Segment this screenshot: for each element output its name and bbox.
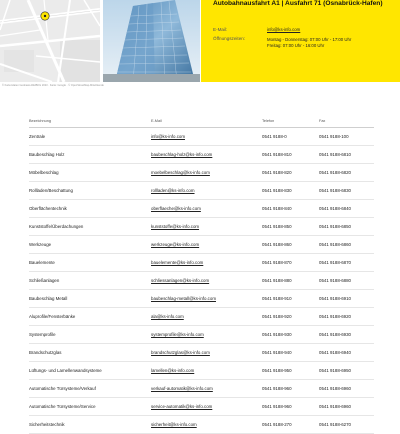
table-row [29, 164, 374, 182]
table-row [29, 146, 374, 164]
department-fax: 0541 9188-6870 [319, 260, 351, 265]
department-phone: 0541 9188-270 [262, 422, 292, 427]
column-header-email: E-Mail [151, 119, 162, 123]
department-email-link[interactable]: sicherheit@ks-info.com [151, 422, 197, 427]
column-header-fax: Fax [319, 119, 326, 123]
department-name: Zentrale [29, 134, 46, 139]
department-email-link[interactable]: werkzeuge@ks-info.com [151, 242, 200, 247]
opening-hours-friday: Freitag: 07:00 Uhr - 16:00 Uhr [267, 43, 325, 48]
department-name: Kunststoffe/Überdachungen [29, 224, 84, 229]
building-photo [103, 0, 200, 82]
table-row [29, 254, 374, 272]
department-email-link[interactable]: verkauf-automatik@ks-info.com [151, 386, 213, 391]
glass-facade-graphic [103, 0, 200, 82]
department-fax: 0541 9188-6950 [319, 368, 351, 373]
department-name: Oberflächentechnik [29, 206, 67, 211]
department-fax: 0541 9188-6930 [319, 332, 351, 337]
table-row [29, 380, 374, 398]
table-row [29, 272, 374, 290]
department-email-link[interactable]: baubeschlag-metall@ks-info.com [151, 296, 216, 301]
table-row [29, 290, 374, 308]
department-email-link[interactable]: schliessanlagen@ks-info.com [151, 278, 210, 283]
department-name: Werkzeuge [29, 242, 52, 247]
column-header-name: Bezeichnung [29, 119, 51, 123]
department-fax: 0541 9188-100 [319, 134, 349, 139]
department-name: Automatische Türsysteme/Service [29, 404, 96, 409]
map-pin-icon [0, 0, 100, 82]
department-fax: 0541 9188-6960 [319, 386, 351, 391]
department-fax: 0541 9188-6880 [319, 278, 351, 283]
table-row [29, 362, 374, 380]
department-name: Sicherheitstechnik [29, 422, 65, 427]
location-map[interactable] [0, 0, 100, 82]
department-fax: 0541 9188-6830 [319, 188, 351, 193]
table-row [29, 128, 374, 146]
department-email-link[interactable]: brandschutzglas@ks-info.com [151, 350, 210, 355]
directions-headline: Autobahnausfahrt A1 | Ausfahrt 71 (Osnabrück-Hafen) [213, 0, 383, 7]
email-label: E-Mail: [213, 27, 228, 32]
department-name: Schließanlagen [29, 278, 60, 283]
department-email-link[interactable]: bauelemente@ks-info.com [151, 260, 204, 265]
department-phone: 0541 9188-820 [262, 170, 292, 175]
department-phone: 0541 9188-960 [262, 404, 292, 409]
table-row [29, 344, 374, 362]
table-row [29, 236, 374, 254]
department-phone: 0541 9188-950 [262, 368, 292, 373]
department-phone: 0541 9188-840 [262, 206, 292, 211]
table-row [29, 200, 374, 218]
department-fax: 0541 9188-6270 [319, 422, 351, 427]
table-row [29, 182, 374, 200]
department-phone: 0541 9188-870 [262, 260, 292, 265]
department-email-link[interactable]: ala@ks-info.com [151, 314, 184, 319]
department-email-link[interactable]: info@ks-info.com [151, 134, 185, 139]
table-row [29, 308, 374, 326]
department-name: Brandschutzglas [29, 350, 62, 355]
department-phone: 0541 9188-940 [262, 350, 292, 355]
department-name: Rollladen/Beschattung [29, 188, 73, 193]
department-fax: 0541 9188-6820 [319, 170, 351, 175]
department-fax: 0541 9188-6850 [319, 224, 351, 229]
email-link[interactable]: info@ks-info.com [267, 27, 301, 32]
department-phone: 0541 9188-850 [262, 224, 292, 229]
department-email-link[interactable]: rollladen@ks-info.com [151, 188, 195, 193]
department-phone: 0541 9188-810 [262, 152, 292, 157]
department-email-link[interactable]: systemprofile@ks-info.com [151, 332, 204, 337]
department-fax: 0541 9188-6860 [319, 242, 351, 247]
department-name: Systemprofile [29, 332, 56, 337]
department-email-link[interactable]: baubeschlag-holz@ks-info.com [151, 152, 213, 157]
opening-hours-label: Öffnungszeiten: [213, 36, 246, 41]
table-row [29, 218, 374, 236]
map-attribution: © Kartendaten Geobasis-DE/BKG 2023 · Karte: Google · © OpenStreetMap-Mitwirkende [2, 84, 104, 87]
department-fax: 0541 9188-6920 [319, 314, 351, 319]
department-fax: 0541 9188-6840 [319, 206, 351, 211]
table-row [29, 416, 374, 434]
department-phone: 0541 9188-920 [262, 314, 292, 319]
department-email-link[interactable]: service-automatik@ks-info.com [151, 404, 213, 409]
department-phone: 0541 9188-830 [262, 188, 292, 193]
department-phone: 0541 9188-910 [262, 296, 292, 301]
department-contact-table [29, 116, 374, 434]
contact-info-panel [201, 0, 400, 82]
department-name: Aluprofile/Fensterbänke [29, 314, 76, 319]
department-name: Baubeschlag Metall [29, 296, 68, 301]
department-phone: 0541 9188-930 [262, 332, 292, 337]
column-header-phone: Telefon [262, 119, 275, 123]
department-phone: 0541 9188-880 [262, 278, 292, 283]
department-email-link[interactable]: moebelbeschlag@ks-info.com [151, 170, 210, 175]
department-fax: 0541 9188-6910 [319, 296, 351, 301]
department-email-link[interactable]: oberflaeche@ks-info.com [151, 206, 201, 211]
department-name: Lüftungs- und Lamellenwandsysteme [29, 368, 102, 373]
department-fax: 0541 9188-6940 [319, 350, 351, 355]
department-name: Bauelemente [29, 260, 55, 265]
table-row [29, 326, 374, 344]
department-fax: 0541 9188-6960 [319, 404, 351, 409]
department-name: Baubeschlag Holz [29, 152, 65, 157]
table-header-row [29, 116, 374, 128]
department-name: Automatische Türsysteme/Verkauf [29, 386, 96, 391]
department-email-link[interactable]: lamellen@ks-info.com [151, 368, 195, 373]
opening-hours-weekdays: Montag - Donnerstag: 07:00 Uhr - 17:00 Uhr [267, 37, 352, 42]
department-phone: 0541 9188-0 [262, 134, 287, 139]
department-phone: 0541 9188-960 [262, 386, 292, 391]
table-row [29, 398, 374, 416]
department-phone: 0541 9188-860 [262, 242, 292, 247]
department-fax: 0541 9188-6810 [319, 152, 351, 157]
department-name: Möbelbeschlag [29, 170, 59, 175]
department-email-link[interactable]: kunststoffe@ks-info.com [151, 224, 200, 229]
